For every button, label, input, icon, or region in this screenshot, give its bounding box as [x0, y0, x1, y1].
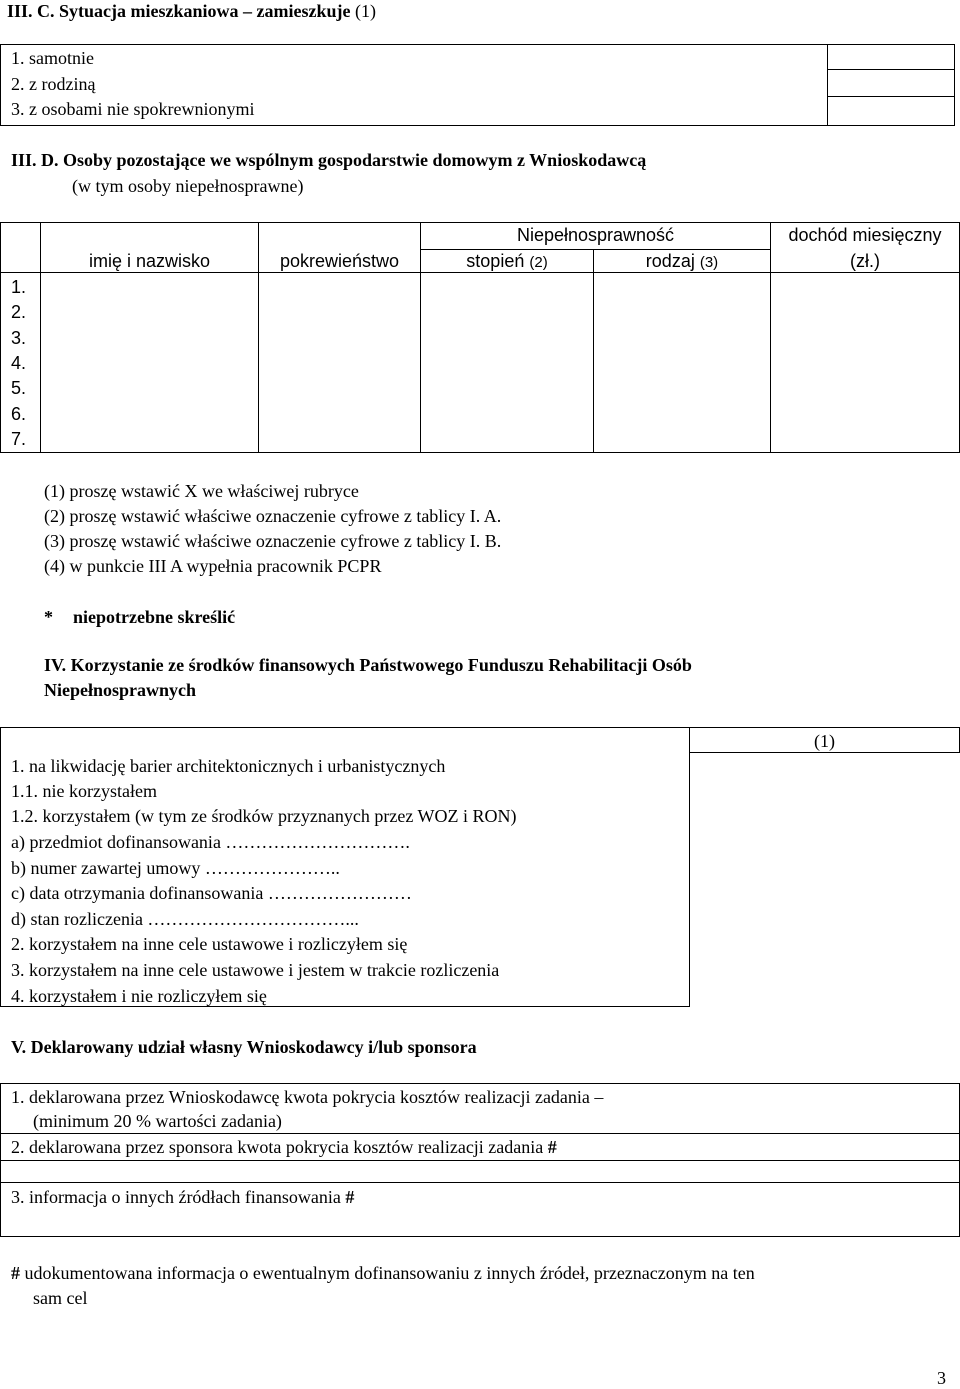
strike-note: * niepotrzebne skreślić	[44, 607, 236, 627]
row-number: 3.	[11, 328, 27, 348]
contribution-item-1-cont: (minimum 20 % wartości zadania)	[33, 1111, 282, 1131]
footnote-1: (1) proszę wstawić X we właściwej rubryce	[44, 481, 359, 501]
pfron-item: 4. korzystałem i nie rozliczyłem się	[11, 986, 267, 1006]
bottom-note: # udokumentowana informacja o ewentualnym dofinansowaniu z innych źródeł, przeznaczonym na ten	[11, 1263, 755, 1283]
section-iv-title: IV. Korzystanie ze środków finansowych Państwowego Funduszu Rehabilitacji Osób	[44, 655, 692, 675]
section-c-option-1: 1. samotnie	[11, 48, 94, 68]
section-c-check-1[interactable]	[827, 44, 955, 70]
row-number: 4.	[11, 353, 27, 373]
row-number: 6.	[11, 404, 27, 424]
footnote-4: (4) w punkcie III A wypełnia pracownik PCPR	[44, 556, 382, 576]
column-header-income: dochód miesięczny	[788, 225, 942, 245]
row-number: 2.	[11, 302, 27, 322]
page-number: 3	[937, 1368, 946, 1388]
section-v-title: V. Deklarowany udział własny Wnioskodawcy i/lub sponsora	[11, 1037, 477, 1057]
pfron-item: c) data otrzymania dofinansowania ……………………	[11, 883, 412, 903]
contribution-item-2: 2. deklarowana przez sponsora kwota pokrycia kosztów realizacji zadania #	[11, 1137, 557, 1157]
contribution-item-1: 1. deklarowana przez Wnioskodawcę kwota pokrycia kosztów realizacji zadania –	[11, 1087, 604, 1107]
pfron-item: 3. korzystałem na inne cele ustawowe i jestem w trakcie rozliczenia	[11, 960, 500, 980]
contribution-item-3: 3. informacja o innych źródłach finansowania #	[11, 1187, 355, 1207]
column-header-degree: stopień (2)	[466, 251, 548, 271]
section-d-title: III. D. Osoby pozostające we wspólnym gospodarstwie domowym z Wnioskodawcą	[11, 150, 647, 170]
column-header-relation: pokrewieństwo	[279, 251, 400, 271]
row-number: 1.	[11, 277, 27, 297]
section-c-option-3: 3. z osobami nie spokrewnionymi	[11, 99, 255, 119]
pfron-item: 1.1. nie korzystałem	[11, 781, 157, 801]
section-c-option-2: 2. z rodziną	[11, 74, 96, 94]
pfron-item: 2. korzystałem na inne cele ustawowe i rozliczyłem się	[11, 934, 408, 954]
pfron-item: a) przedmiot dofinansowania ………………………….	[11, 832, 410, 852]
pfron-item: 1.2. korzystałem (w tym ze środków przyznanych przez WOZ i RON)	[11, 806, 517, 826]
pfron-item: 1. na likwidację barier architektonicznych i urbanistycznych	[11, 756, 446, 776]
section-c-title: III. C. Sytuacja mieszkaniowa – zamieszkuje (1)	[7, 1, 376, 21]
section-iv-title-cont: Niepełnosprawnych	[44, 680, 197, 700]
column-header-income-unit: (zł.)	[850, 251, 880, 271]
column-header-name: imię i nazwisko	[88, 251, 211, 271]
bottom-note-cont: sam cel	[33, 1288, 88, 1308]
section-d-subtitle: (w tym osoby niepełnosprawne)	[72, 176, 304, 196]
row-number: 7.	[11, 429, 27, 449]
pfron-column-note: (1)	[814, 731, 835, 751]
footnote-2: (2) proszę wstawić właściwe oznaczenie cyfrowe z tablicy I. A.	[44, 506, 502, 526]
section-c-check-3[interactable]	[827, 96, 955, 126]
footnote-3: (3) proszę wstawić właściwe oznaczenie cyfrowe z tablicy I. B.	[44, 531, 502, 551]
row-number: 5.	[11, 378, 27, 398]
pfron-item: b) numer zawartej umowy …………………..	[11, 858, 340, 878]
column-header-type: rodzaj (3)	[645, 251, 719, 271]
pfron-item: d) stan rozliczenia ……………………………...	[11, 909, 359, 929]
section-c-check-2[interactable]	[827, 69, 955, 97]
column-header-disability: Niepełnosprawność	[516, 225, 675, 245]
